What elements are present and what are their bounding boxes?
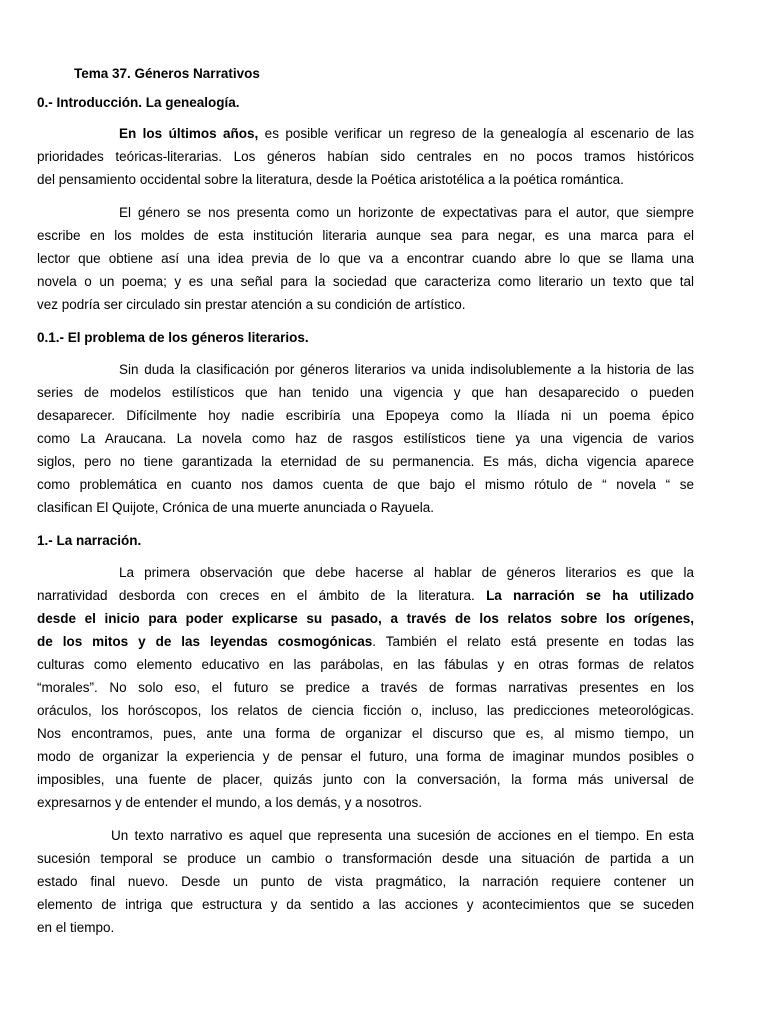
text-line: desaparecer. Difícilmente hoy nadie escribiría una Epopeya como la Ilíada ni un poema épico: [37, 408, 694, 423]
text-line: narratividad desborda con creces en el ámbito de la literatura. La narración se ha utilizado: [37, 588, 694, 603]
text-line: sucesión temporal se produce un cambio o transformación desde una situación de partida a un: [37, 851, 694, 866]
text-line: culturas como elemento educativo en las parábolas, en las fábulas y en otras formas de relatos: [37, 657, 694, 672]
text-line: clasifican El Quijote, Crónica de una muerte anunciada o Rayuela.: [37, 500, 434, 515]
section-heading-narracion: 1.- La narración.: [37, 533, 142, 548]
text-line: En los últimos años, es posible verificar un regreso de la genealogía al escenario de las: [119, 126, 694, 141]
text-line: prioridades teóricas-literarias. Los géneros habían sido centrales en no pocos tramos históricos: [37, 149, 694, 164]
text-line: estado final nuevo. Desde un punto de vista pragmático, la narración requiere contener un: [37, 874, 694, 889]
section-heading-problema-generos: 0.1.- El problema de los géneros literarios.: [37, 330, 309, 345]
text-line: del pensamiento occidental sobre la literatura, desde la Poética aristotélica a la poética romántica.: [37, 172, 624, 187]
paragraph: [37, 201, 694, 316]
text-line: escribe en los moldes de esta institución literaria aunque sea para negar, es una marca para el: [37, 228, 694, 243]
bold-text: La narración se ha utilizado: [486, 588, 694, 603]
text-line: desde el inicio para poder explicarse su pasado, a través de los relatos sobre los orígenes,: [37, 611, 694, 626]
document-title: Tema 37. Géneros Narrativos: [74, 66, 260, 81]
document-body: [37, 62, 694, 949]
text-line: series de modelos estilísticos que han tenido una vigencia y que han desaparecido o pueden: [37, 385, 694, 400]
bold-text: de los mitos y de las leyendas cosmogónicas: [37, 634, 373, 649]
text-line: Nos encontramos, pues, ante una forma de organizar el discurso que es, al mismo tiempo, un: [37, 726, 694, 741]
paragraph: [37, 358, 694, 519]
text-line: elemento de intriga que estructura y da sentido a las acciones y acontecimientos que se suceden: [37, 897, 694, 912]
bold-text: En los últimos años,: [119, 126, 259, 141]
text-line: como La Araucana. La novela como haz de rasgos estilísticos tiene ya una vigencia de varios: [37, 431, 694, 446]
text-line: novela o un poema; y es una señal para la sociedad que caracteriza como literario un texto que tal: [37, 274, 694, 289]
text-line: en el tiempo.: [37, 920, 115, 935]
text-line: lector que obtiene así una idea previa de lo que va a encontrar cuando abre lo que se llama una: [37, 251, 694, 266]
text-line: La primera observación que debe hacerse al hablar de géneros literarios es que la: [119, 565, 694, 580]
text-line: Un texto narrativo es aquel que representa una sucesión de acciones en el tiempo. En esta: [111, 828, 694, 843]
paragraph: [37, 122, 694, 191]
text-line: vez podría ser circulado sin prestar atención a su condición de artístico.: [37, 297, 466, 312]
text-line: “morales”. No solo eso, el futuro se predice a través de formas narrativas presentes en los: [37, 680, 694, 695]
text-line: oráculos, los horóscopos, los relatos de ciencia ficción o, incluso, las predicciones meteorológicas.: [37, 703, 694, 718]
paragraph: [37, 824, 694, 939]
text-line: imposibles, una fuente de placer, quizás junto con la conversación, la forma más universal de: [37, 772, 694, 787]
paragraph: [37, 561, 694, 814]
text-line: siglos, pero no tiene garantizada la eternidad de su permanencia. Es más, dicha vigencia aparece: [37, 454, 694, 469]
text-line: de los mitos y de las leyendas cosmogónicas. También el relato está presente en todas las: [37, 634, 695, 649]
text-line: modo de organizar la experiencia y de pensar el futuro, una forma de imaginar mundos posibles o: [37, 749, 694, 764]
text-line: El género se nos presenta como un horizonte de expectativas para el autor, que siempre: [119, 205, 694, 220]
text-line: expresarnos y de entender el mundo, a los demás, y a nosotros.: [37, 795, 422, 810]
text-line: Sin duda la clasificación por géneros literarios va unida indisolublemente a la historia de las: [119, 362, 694, 377]
section-heading-introduccion: 0.- Introducción. La genealogía.: [37, 95, 240, 110]
text-line: como problemática en cuanto nos damos cuenta de que bajo el mismo rótulo de “ novela “ se: [37, 477, 694, 492]
